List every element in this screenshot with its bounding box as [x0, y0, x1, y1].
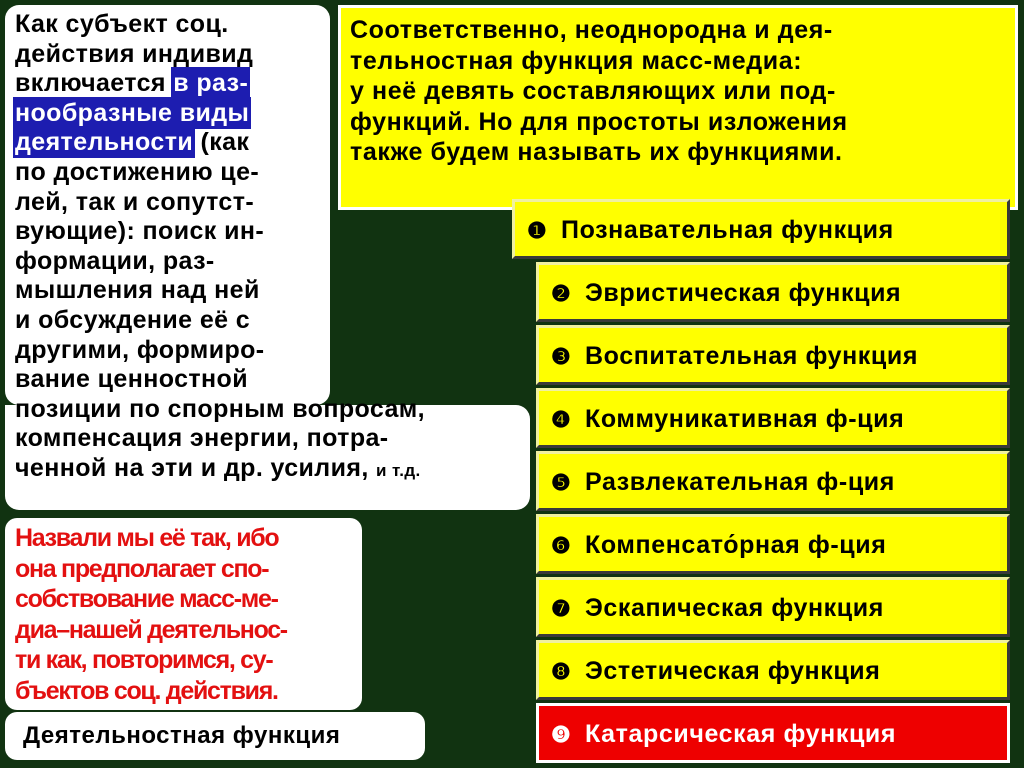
text-line: и обсуждение её с: [15, 305, 251, 334]
text-line: вание ценностной: [15, 365, 248, 394]
text-line: Назвали мы её так, ибо: [15, 524, 279, 552]
text-line: ти как, повторимся, су-: [15, 646, 273, 674]
small-text: и т.д.: [376, 460, 421, 480]
number-4-icon: ❹: [551, 407, 572, 432]
function-label: Познавательная функция: [561, 216, 894, 244]
text-line: функций. Но для простоты изложения: [350, 107, 848, 136]
text-line: у неё девять составляющих или под-: [350, 77, 836, 105]
function-label: Катарсическая функция: [585, 720, 897, 748]
function-item-heuristic[interactable]: [536, 262, 1010, 322]
red-text-block: [15, 523, 360, 706]
function-label: Воспитательная функция: [585, 342, 919, 370]
text-line: мышления над ней: [15, 276, 260, 305]
text-line: собствование масс-ме-: [15, 585, 278, 613]
text-line: позиции по спорным вопросам,: [15, 394, 426, 423]
number-7-icon: ❼: [551, 596, 572, 621]
text-span: (как: [193, 128, 250, 157]
function-label: Эстетическая функция: [585, 657, 881, 685]
text-line: диа–нашей деятельнос-: [15, 615, 287, 644]
yellow-header-text: [350, 15, 1005, 168]
number-6-icon: ❻: [551, 533, 572, 558]
number-2-icon: ❷: [551, 281, 572, 306]
text-line: она предполагает спо-: [15, 554, 269, 583]
number-9-icon: ❾: [551, 722, 572, 747]
text-line: вующие): поиск ин-: [15, 217, 265, 246]
function-label: Компенсато́рная ф-ция: [585, 531, 887, 559]
function-item-cathartic[interactable]: [536, 703, 1010, 763]
highlighted-text: в раз-: [173, 69, 249, 98]
function-item-aesthetic[interactable]: [536, 640, 1010, 700]
function-item-cognitive[interactable]: [512, 199, 1010, 259]
text-line: другими, формиро-: [15, 335, 265, 364]
function-item-educational[interactable]: [536, 325, 1010, 385]
text-line: тельностная функция масс-медиа:: [350, 46, 803, 75]
number-3-icon: ❸: [551, 344, 572, 369]
text-line: компенсация энергии, потра-: [15, 424, 389, 453]
function-item-entertainment[interactable]: [536, 451, 1010, 511]
text-line: Как субъект соц.: [15, 10, 229, 38]
function-item-compensatory[interactable]: [536, 514, 1010, 574]
text-line: Соответственно, неоднородна и дея-: [350, 16, 833, 44]
function-item-escapist[interactable]: [536, 577, 1010, 637]
number-5-icon: ❺: [551, 470, 572, 495]
number-8-icon: ❽: [551, 659, 572, 684]
function-label: Эвристическая функция: [585, 279, 902, 307]
text-line: лей, так и сопутст-: [15, 187, 255, 216]
text-span: включается: [15, 69, 174, 98]
function-item-communicative[interactable]: [536, 388, 1010, 448]
highlighted-text: нообразные виды: [15, 98, 250, 127]
number-1-icon: ❶: [527, 218, 548, 243]
section-title: Деятельностная функция: [5, 712, 425, 760]
function-label: Коммуникативная ф-ция: [585, 405, 905, 433]
text-span: ченной на эти и др. усилия,: [15, 453, 377, 482]
text-line: также будем называть их функциями.: [350, 138, 843, 166]
highlighted-text: деятельности: [15, 128, 194, 157]
text-line: действия индивид: [15, 39, 254, 68]
text-line: [15, 454, 525, 486]
text-line: бъектов соц. действия.: [15, 676, 278, 705]
function-label: Развлекательная ф-ция: [585, 468, 895, 496]
text-line: формации, раз-: [15, 246, 215, 275]
function-label: Эскапическая функция: [585, 594, 884, 622]
text-line: по достижению це-: [15, 157, 260, 186]
